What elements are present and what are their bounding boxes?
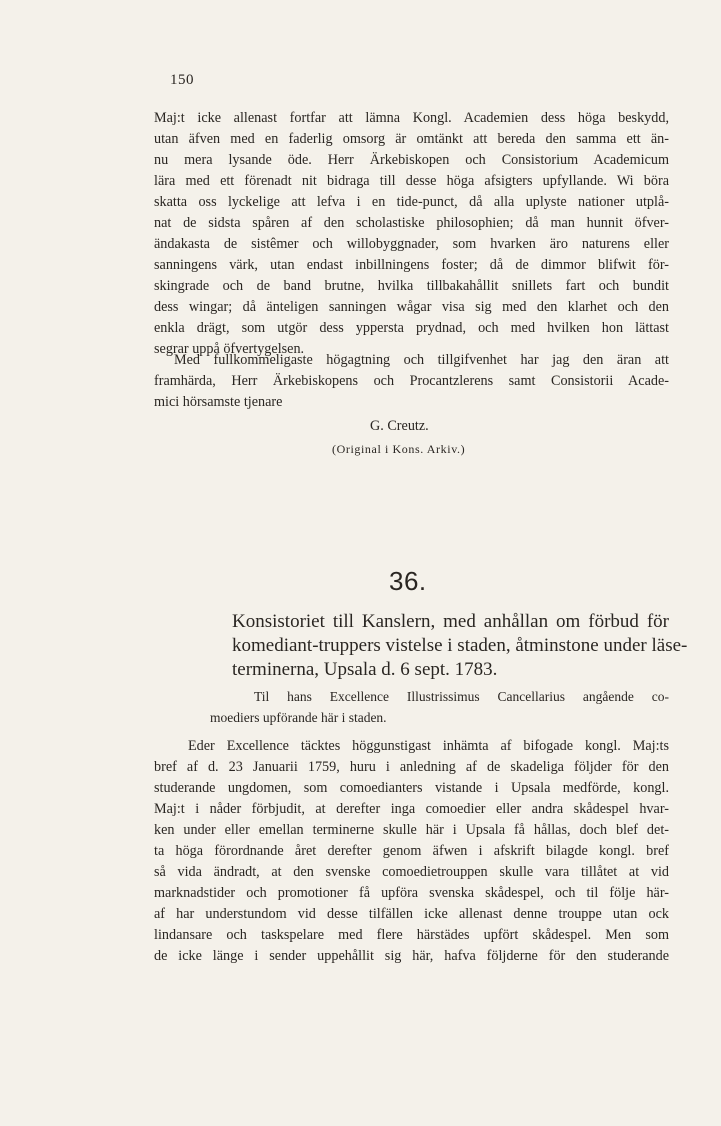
text-line: framhärda, Herr Ärkebiskopens och Procantzlerens samt Consistorii Acade- (154, 373, 669, 389)
text-line: Maj:t icke allenast fortfar att lämna Kongl. Academien dess höga beskydd, (154, 110, 669, 126)
text-line: ändakasta de sistêmer och willobyggnader, som hvarken äro naturens eller (154, 236, 669, 252)
title-line: Konsistoriet till Kanslern, med anhållan om förbud för (232, 611, 669, 632)
source-note: (Original i Kons. Arkiv.) (332, 442, 466, 456)
text-line: skatta oss lyckelige att lefva i en tide-punct, då alla uplyste nationer utplå- (154, 194, 669, 210)
text-line: enkla drägt, som utgör dess yppersta prydnad, och med hvilken hon lättast (154, 320, 669, 336)
signature: G. Creutz. (370, 418, 429, 434)
text-line: Eder Excellence täcktes höggunstigast inhämta af bifogade kongl. Maj:ts (188, 738, 669, 754)
address-heading (210, 686, 669, 728)
title-line: komediant-truppers vistelse i staden, åtminstone under läse- (232, 635, 688, 656)
page-number: 150 (170, 72, 194, 88)
closing-paragraph (154, 350, 669, 413)
text-line: dess wingar; då änteligen sanningen wågar visa sig med den klarhet och den (154, 299, 669, 315)
text-line: Maj:t i nåder förbjudit, at derefter inga comoedier eller andra skådespel hvar- (154, 801, 669, 817)
text-line: marknadstider och promotioner få upföra svenska skådespel, och til följe här- (154, 885, 669, 901)
letter-paragraph (154, 108, 669, 360)
text-line: bref af d. 23 Januarii 1759, huru i anledning af de skadeliga följder för den (154, 759, 669, 775)
document-title (232, 610, 688, 682)
text-line: nu mera lysande öde. Herr Ärkebiskopen och Consistorium Academicum (154, 152, 669, 168)
text-line: moediers upförande här i staden. (210, 710, 387, 725)
text-line: lära med ett förenadt nit bidraga till desse höga afsigters upfyllande. Wi böra (154, 173, 669, 189)
text-line: af har understundom vid desse tilfällen icke allenast denne trouppe utan ock (154, 906, 669, 922)
text-line: utan äfven med en faderlig omsorg är omtänkt att bereda den samma ett än- (154, 131, 669, 147)
text-line: mici hörsamste tjenare (154, 394, 283, 410)
text-line: nat de sidsta spåren af den scholastiske philosophien; då man hunnit öfver- (154, 215, 669, 231)
body-paragraph (154, 736, 669, 967)
text-line: lindansare och taskspelare med flere härstädes upfört skådespel. Men som (154, 927, 669, 943)
text-line: segrar uppå öfvertygelsen. (154, 341, 305, 357)
text-line: sanningens värk, utan endast inbillningens foster; då de dimmor blifwit för- (154, 257, 669, 273)
text-line: ken under eller emellan terminerne skulle här i Upsala få hållas, doch blef det- (154, 822, 669, 838)
text-line: så vida ändradt, at den svenske comoedietrouppen skulle vara tillåtet at vid (154, 864, 669, 880)
title-line: terminerna, Upsala d. 6 sept. 1783. (232, 659, 498, 680)
text-line: de icke länge i sender uppehållit sig här, hafva följderne för den studerande (154, 948, 669, 964)
text-line: skingrade och de band brutne, hvilka tillbakahållit snillets fart och bundit (154, 278, 669, 294)
document-number: 36. (389, 566, 427, 596)
text-line: Til hans Excellence Illustrissimus Cancellarius angående co- (254, 689, 669, 704)
text-line: studerande ungdomen, som comoedianters vistande i Upsala medförde, kongl. (154, 780, 669, 796)
text-line: ta höga förordnande året derefter genom äfwen i afskrift bilagde kongl. bref (154, 843, 669, 859)
text-line: Med fullkommeligaste högagtning och tillgifvenhet har jag den äran att (174, 352, 669, 368)
